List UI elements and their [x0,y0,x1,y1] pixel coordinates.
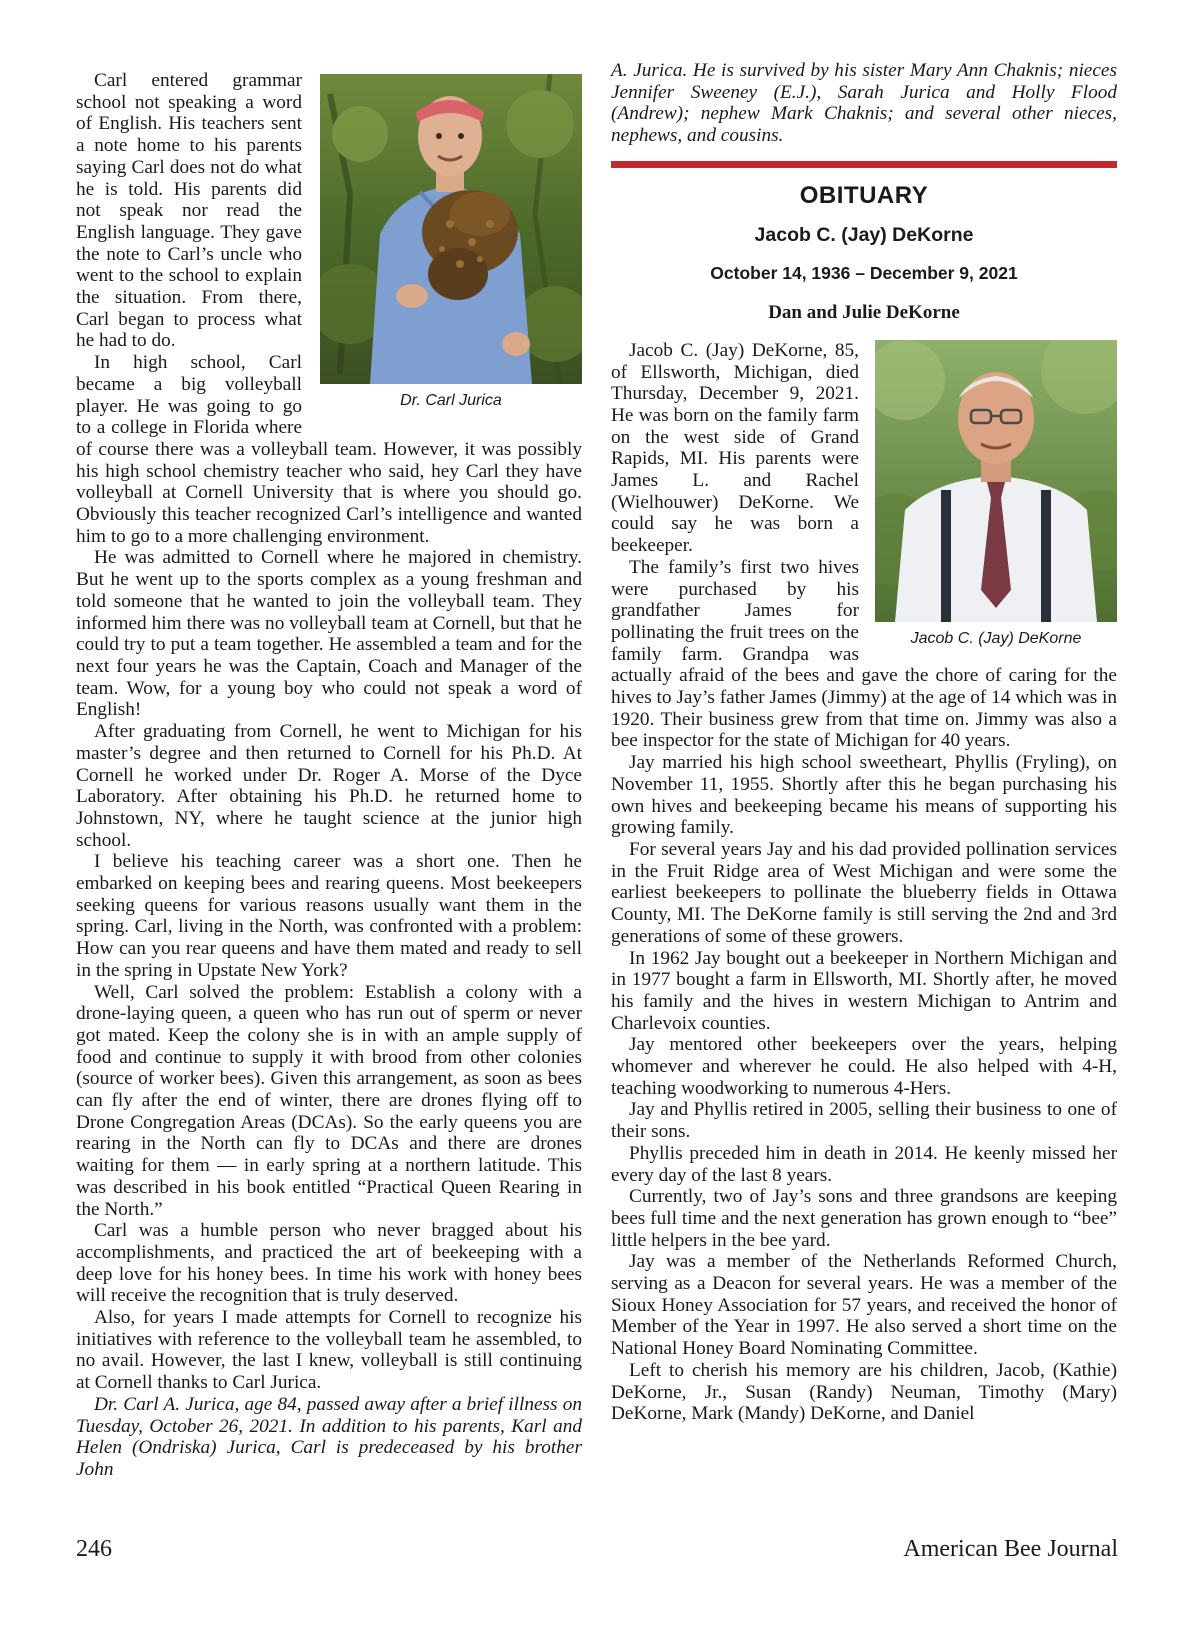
paragraph: Well, Carl solved the problem: Establish a colony with a drone-laying queen, a queen who has run out of sperm or never got mated. Keep the colony she is in with an ample supply of food and continue to supply it with brood from other colonies (source of worker bees). Given this arrangement, as soon as bees can fly after the end of winter, there are drones flying off to Drone Congregation Areas (DCAs). So the early queens you are rearing in the North can fly to DCAs and there are drones waiting for them — in early spring at a northern latitude. This was described in his book entitled “Practical Queen Rearing in the North.” [76,981,582,1220]
carl-jurica-caption: Dr. Carl Jurica [400,392,502,409]
obituary-dates: October 14, 1936 – December 9, 2021 [710,262,1018,283]
jay-dekorne-figure [875,340,1117,654]
paragraph: In high school, Carl became a big volleyball player. He was going to go to a college in Florida where of course there was a volleyball team. However, it was possibly his high school chemistry teacher who said, hey Carl they have volleyball at Cornell University that is where you should go. Obviously this teacher recognized Carl’s intelligence and wanted him to go to a more challenging environment. [76,352,582,547]
obituary-notice-italic: Dr. Carl A. Jurica, age 84, passed away after a brief illness on Tuesday, October 26, 2021. In addition to his parents, Karl and Helen (Ondriska) Jurica, Carl is predeceased by his brother John [76,1393,582,1480]
obituary-notice-continued: A. Jurica. He is survived by his sister Mary Ann Chaknis; nieces Jennifer Sweeney (E.J.), Sarah Jurica and Holly Flood (Andrew); nephew Mark Chaknis; and several other nieces, nephews, and cousins. [611,60,1117,147]
paragraph: Currently, two of Jay’s sons and three grandsons are keeping bees full time and the next generation has grown enough to “bee” little helpers in the bee yard. [611,1186,1117,1251]
elderly-man-portrait-photo [875,340,1117,622]
paragraph: Carl was a humble person who never bragged about his accomplishments, and practiced the art of beekeeping with a deep love for his honey bees. In time his work with honey bees will receive the recognition that is truly deserved. [76,1220,582,1307]
paragraph: Carl entered grammar school not speaking a word of English. His teachers sent a note home to his parents saying Carl does not do what he is told. His parents did not speak nor read the English language. They gave the note to Carl’s uncle who went to the school to explain the situation. From there, Carl began to process what he had to do. [76,70,302,352]
obituary-authors: Dan and Julie DeKorne [768,301,960,323]
red-divider-rule [611,161,1117,168]
jay-dekorne-caption: Jacob C. (Jay) DeKorne [910,629,1082,647]
obituary-name: Jacob C. (Jay) DeKorne [754,223,974,246]
paragraph: Jay mentored other beekeepers over the years, helping whomever and wherever he could. He also helped with 4-H, teaching woodworking to numerous 4-Hers. [611,1034,1117,1099]
left-column [76,70,582,1481]
page-number: 246 [76,1536,112,1562]
paragraph: Also, for years I made attempts for Cornell to recognize his initiatives with reference to the volleyball team he assembled, to no avail. However, the last I knew, volleyball is still continuing at Cornell thanks to Carl Jurica. [76,1307,582,1394]
paragraph: Jay was a member of the Netherlands Reformed Church, serving as a Deacon for several years. He was a member of the Sioux Honey Association for 57 years, and received the honor of Member of the Year in 1997. He also served a short time on the National Honey Board Nominating Committee. [611,1251,1117,1360]
paragraph: I believe his teaching career was a short one. Then he embarked on keeping bees and rearing queens. Most beekeepers seeking queens for various reasons usually want them in the spring. Carl, living in the North, was confronted with a problem: How can you rear queens and have them mated and ready to sell in the spring in Upstate New York? [76,851,582,981]
paragraph: After graduating from Cornell, he went to Michigan for his master’s degree and then returned to Cornell for his Ph.D. At Cornell he worked under Dr. Roger A. Morse of the Dyce Laboratory. After obtaining his Ph.D. he returned home to Johnstown, NY, where he taught science at the junior high school. [76,721,582,851]
paragraph: In 1962 Jay bought out a beekeeper in Northern Michigan and in 1977 bought a farm in Ellsworth, MI. Shortly after, he moved his family and the hives in western Michigan to Antrim and Charlevoix counties. [611,947,1117,1034]
right-column [611,60,1117,1425]
paragraph: Left to cherish his memory are his children, Jacob, (Kathie) DeKorne, Jr., Susan (Randy) Neuman, Timothy (Mary) DeKorne, Mark (Mandy) DeKorne, and Daniel [611,1359,1117,1425]
obituary-heading: OBITUARY [799,181,929,209]
paragraph: The family’s first two hives were purchased by his grandfather James for pollinating the fruit trees on the family farm. Grandpa was actually afraid of the bees and gave the chore of caring for the hives to Jay’s father James (Jimmy) at the age of 14 which was in 1920. Their business grew from that time on. Jimmy was also a bee inspector for the state of Michigan for 40 years. [611,556,1118,752]
paragraph: For several years Jay and his dad provided pollination services in the Fruit Ridge area of West Michigan and were some the earliest beekeepers to pollinate the blueberry fields in Ottawa County, MI. The DeKorne family is still serving the 2nd and 3rd generations of some of these growers. [611,838,1117,947]
carl-jurica-figure [320,74,582,430]
paragraph: Jacob C. (Jay) DeKorne, 85, of Ellsworth, Michigan, died Thursday, December 9, 2021. He was born on the family farm on the west side of Grand Rapids, MI. His parents were James L. and Rachel (Wielhouwer) DeKorne. We could say he was born a beekeeper. [611,339,859,557]
paragraph: Jay and Phyllis retired in 2005, selling their business to one of their sons. [611,1099,1117,1143]
paragraph: He was admitted to Cornell where he majored in chemistry. But he went up to the sports complex as a young freshman and told someone that he wanted to join the volleyball team. They informed him there was no volleyball team at Cornell, but that he could try to put a team together. He assembled a team and for the next four years he was the Captain, Coach and Manager of the team. Wow, for a young boy who could not speak a word of English! [76,547,582,721]
man-with-bee-swarm-photo [320,74,582,384]
paragraph: Jay married his high school sweetheart, Phyllis (Fryling), on November 11, 1955. Shortly after this he began purchasing his own hives and beekeeping became his means of supporting his growing family. [611,752,1117,839]
journal-title: American Bee Journal [903,1536,1118,1562]
paragraph: Phyllis preceded him in death in 2014. He keenly missed her every day of the last 8 years. [611,1142,1117,1186]
